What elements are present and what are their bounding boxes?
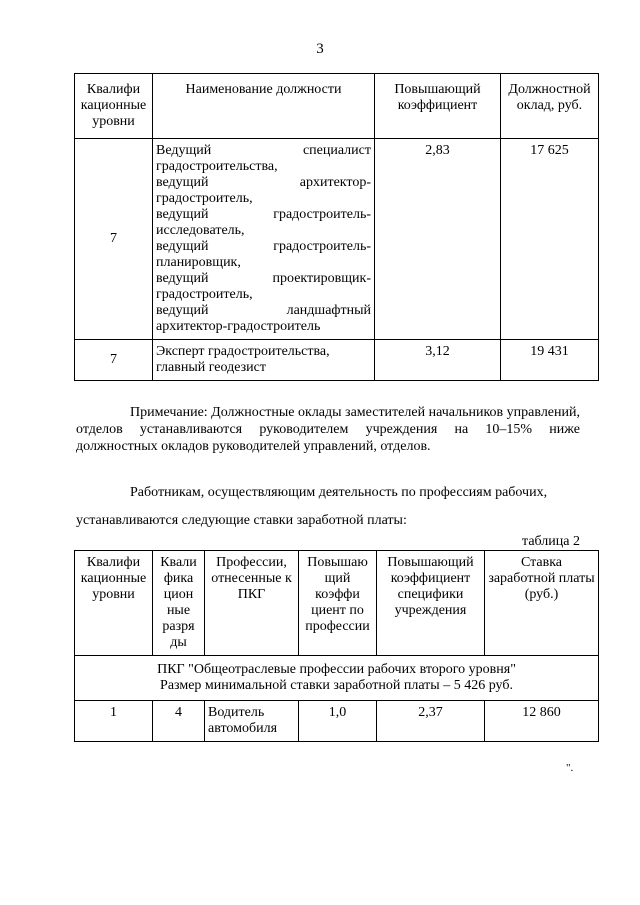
workers-paragraph: Работникам, осуществляющим деятельность по профессиям рабочих, [130, 485, 548, 500]
position-line: Эксперт градостроительства, [156, 344, 330, 359]
header-coefficient: Повышающий коэффициент [375, 74, 501, 139]
qualification-grade: 4 [153, 701, 205, 742]
group-row [75, 656, 599, 701]
note-paragraph: Примечание: Должностные оклады заместителей начальников управлений, отделов устанавливаются руководителем учреждения на 10–15% ниже должностных окладов руководителей управлений, отделов. [76, 405, 580, 454]
position-line: градостроитель, [156, 191, 253, 206]
position-line: ведущий градостроитель- [156, 207, 371, 222]
position-line: планировщик, [156, 255, 241, 270]
header-institution-coefficient: Повышающий коэффициент специфики учреждения [377, 551, 485, 656]
header-qualification-level: Квалифи кационные уровни [75, 74, 153, 139]
header-position-name: Наименование должности [153, 74, 375, 139]
qualification-level: 1 [75, 701, 153, 742]
workers-paragraph-continuation: устанавливаются следующие ставки заработной платы: [76, 513, 407, 528]
header-qualification-grade: Квали фика цион ные разря ды [153, 551, 205, 656]
position-line: ведущий градостроитель- [156, 239, 371, 254]
institution-coefficient: 2,37 [377, 701, 485, 742]
header-professions: Профессии, отнесенные к ПКГ [205, 551, 299, 656]
qualification-level: 7 [75, 340, 153, 381]
table-row [75, 139, 599, 340]
positions-salary-table [74, 73, 599, 381]
position-line: архитектор-градостроитель [156, 319, 321, 334]
position-line: ведущий проектировщик- [156, 271, 371, 286]
position-line: исследователь, [156, 223, 245, 238]
group-title: ПКГ "Общеотраслевые профессии рабочих второго уровня" [157, 662, 516, 677]
header-wage-rate: Ставка заработной платы (руб.) [485, 551, 599, 656]
position-line: градостроитель, [156, 287, 253, 302]
table-caption: таблица 2 [522, 534, 580, 549]
position-line: ведущий архитектор- [156, 175, 371, 190]
qualification-level: 7 [75, 139, 153, 340]
wage-rate: 12 860 [485, 701, 599, 742]
position-line: Ведущий специалист [156, 143, 371, 158]
table-header-row [75, 551, 599, 656]
salary-value: 17 625 [501, 139, 599, 340]
header-salary: Должностной оклад, руб. [501, 74, 599, 139]
salary-value: 19 431 [501, 340, 599, 381]
group-cell [75, 656, 599, 701]
group-min-rate: Размер минимальной ставки заработной платы – 5 426 руб. [160, 678, 513, 693]
table-header-row [75, 74, 599, 139]
profession-name: Водитель автомобиля [205, 701, 299, 742]
coefficient-value: 2,83 [375, 139, 501, 340]
position-line: главный геодезист [156, 360, 266, 375]
header-qualification-level: Квалифи кационные уровни [75, 551, 153, 656]
table-row [75, 340, 599, 381]
position-name [153, 340, 375, 381]
table-row [75, 701, 599, 742]
position-name [153, 139, 375, 340]
coefficient-value: 3,12 [375, 340, 501, 381]
page-number: 3 [316, 41, 324, 57]
workers-rates-table [74, 550, 599, 742]
closing-quote: ". [566, 762, 574, 774]
position-line: градостроительства, [156, 159, 278, 174]
profession-coefficient: 1,0 [299, 701, 377, 742]
header-profession-coefficient: Повышаю щий коэффи циент по профессии [299, 551, 377, 656]
position-line: ведущий ландшафтный [156, 303, 371, 318]
